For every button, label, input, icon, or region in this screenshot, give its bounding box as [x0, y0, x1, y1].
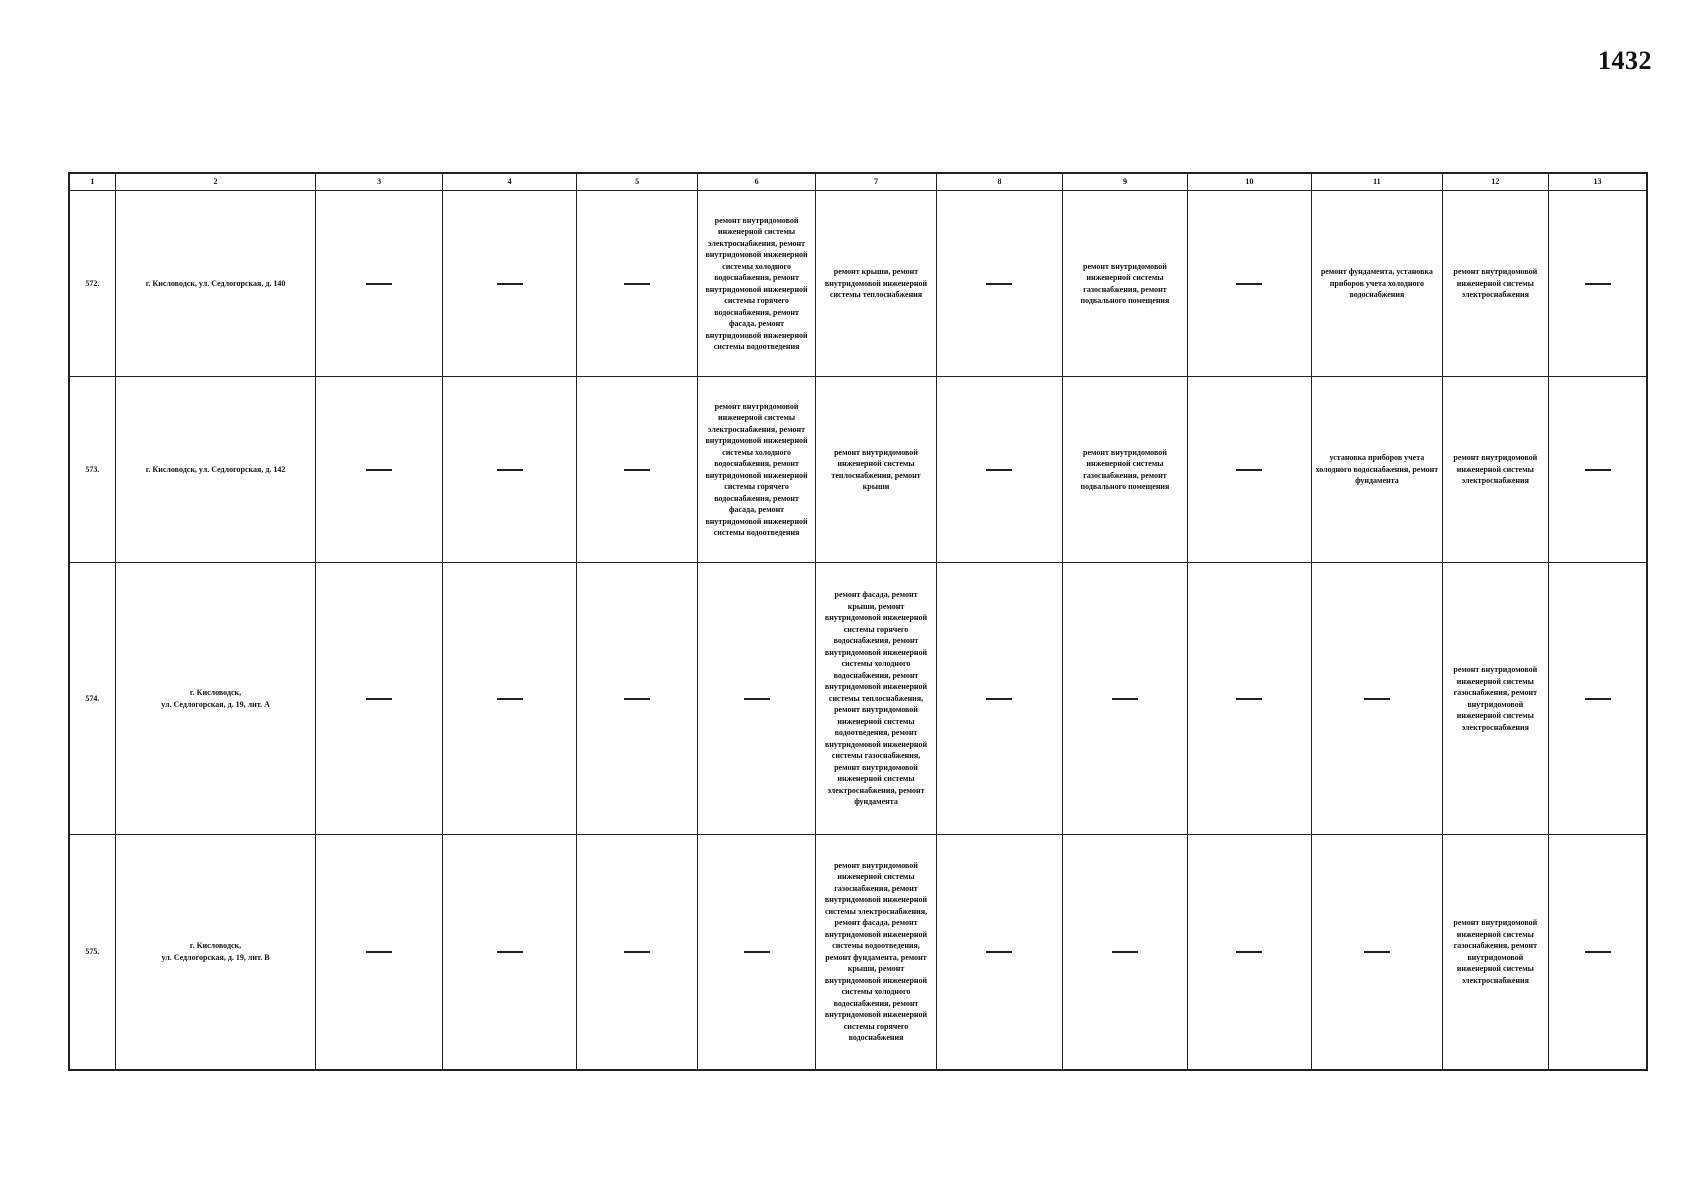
dash-mark: [366, 698, 392, 700]
dash-mark: [1585, 469, 1611, 471]
empty-cell: [1312, 563, 1442, 835]
empty-cell: [577, 191, 697, 377]
address-line: г. Кисловодск,: [189, 688, 242, 697]
column-header: 5: [577, 173, 697, 191]
dash-mark: [366, 951, 392, 953]
empty-cell: [316, 377, 442, 563]
table-row: [69, 563, 1647, 835]
repair-schedule-table: [68, 172, 1648, 1071]
works-cell: ремонт внутридомовой инженерной системы электроснабжения, ремонт внутридомовой инженерной системы холодного водоснабжения, ремонт внутридомовой инженерной системы горячего водоснабжения, ремонт фасада, ремонт внутридомовой инженерной системы водоотведения: [697, 191, 815, 377]
column-header: 11: [1312, 173, 1442, 191]
row-number: 572.: [69, 191, 115, 377]
dash-mark: [624, 469, 650, 471]
page-number: 1432: [1598, 46, 1652, 75]
address-cell: г. Кисловодск, ул. Седлогорская, д. 142: [115, 377, 316, 563]
dash-mark: [986, 283, 1012, 285]
row-number: 574.: [69, 563, 115, 835]
dash-mark: [497, 951, 523, 953]
empty-cell: [697, 835, 815, 1070]
empty-cell: [1549, 191, 1647, 377]
empty-cell: [936, 563, 1062, 835]
column-header: 10: [1187, 173, 1311, 191]
dash-mark: [1585, 698, 1611, 700]
works-cell: ремонт внутридомовой инженерной системы теплоснабжения, ремонт крыши: [816, 377, 936, 563]
column-header: 12: [1442, 173, 1548, 191]
dash-mark: [366, 283, 392, 285]
empty-cell: [442, 563, 577, 835]
empty-cell: [1187, 191, 1311, 377]
column-header: 9: [1063, 173, 1187, 191]
empty-cell: [442, 835, 577, 1070]
empty-cell: [936, 835, 1062, 1070]
table-row: [69, 835, 1647, 1070]
table-row: [69, 377, 1647, 563]
empty-cell: [1549, 377, 1647, 563]
dash-mark: [1236, 469, 1262, 471]
dash-mark: [624, 951, 650, 953]
column-header: 8: [936, 173, 1062, 191]
works-cell: ремонт фасада, ремонт крыши, ремонт внутридомовой инженерной системы горячего водоснабжения, ремонт внутридомовой инженерной системы холодного водоснабжения, ремонт внутридомовой инженерной системы теплоснабжения, ремонт внутридомовой инженерной системы водоотведения, ремонт внутридомовой инженерной системы газоснабжения, ремонт внутридомовой инженерной системы электроснабжения, ремонт фундамента: [816, 563, 936, 835]
column-header: 4: [442, 173, 577, 191]
empty-cell: [316, 835, 442, 1070]
column-header: 13: [1549, 173, 1647, 191]
column-header: 3: [316, 173, 442, 191]
works-cell: ремонт внутридомовой инженерной системы электроснабжения: [1442, 191, 1548, 377]
works-cell: ремонт внутридомовой инженерной системы газоснабжения, ремонт внутридомовой инженерной системы электроснабжения, ремонт фасада, ремонт внутридомовой инженерной системы водоотведения, ремонт фундамента, ремонт крыши, ремонт внутридомовой инженерной системы холодного водоснабжения, ремонт внутридомовой инженерной системы горячего водоснабжения: [816, 835, 936, 1070]
works-cell: ремонт внутридомовой инженерной системы газоснабжения, ремонт подвального помещения: [1063, 377, 1187, 563]
column-header: 7: [816, 173, 936, 191]
dash-mark: [1236, 698, 1262, 700]
address-cell: [115, 563, 316, 835]
works-cell: ремонт фундамента, установка приборов учета холодного водоснабжения: [1312, 191, 1442, 377]
dash-mark: [986, 698, 1012, 700]
empty-cell: [1063, 835, 1187, 1070]
dash-mark: [1112, 698, 1138, 700]
column-header: 2: [115, 173, 316, 191]
empty-cell: [697, 563, 815, 835]
dash-mark: [986, 469, 1012, 471]
dash-mark: [1585, 951, 1611, 953]
table-row: [69, 191, 1647, 377]
empty-cell: [316, 563, 442, 835]
empty-cell: [936, 377, 1062, 563]
column-header: 1: [69, 173, 115, 191]
empty-cell: [316, 191, 442, 377]
empty-cell: [577, 563, 697, 835]
empty-cell: [577, 835, 697, 1070]
works-cell: ремонт крыши, ремонт внутридомовой инженерной системы теплоснабжения: [816, 191, 936, 377]
dash-mark: [1236, 951, 1262, 953]
dash-mark: [1236, 283, 1262, 285]
dash-mark: [1364, 951, 1390, 953]
empty-cell: [936, 191, 1062, 377]
address-cell: [115, 835, 316, 1070]
works-cell: ремонт внутридомовой инженерной системы электроснабжения: [1442, 377, 1548, 563]
dash-mark: [624, 283, 650, 285]
empty-cell: [442, 191, 577, 377]
dash-mark: [497, 698, 523, 700]
address-line: ул. Седлогорская, д. 19, лит. А: [161, 699, 270, 709]
works-cell: ремонт внутридомовой инженерной системы газоснабжения, ремонт внутридомовой инженерной системы электроснабжения: [1442, 835, 1548, 1070]
dash-mark: [624, 698, 650, 700]
empty-cell: [1187, 377, 1311, 563]
row-number: 575.: [69, 835, 115, 1070]
works-cell: ремонт внутридомовой инженерной системы газоснабжения, ремонт внутридомовой инженерной системы электроснабжения: [1442, 563, 1548, 835]
works-cell: установка приборов учета холодного водоснабжения, ремонт фундамента: [1312, 377, 1442, 563]
empty-cell: [442, 377, 577, 563]
empty-cell: [1549, 563, 1647, 835]
row-number: 573.: [69, 377, 115, 563]
empty-cell: [1312, 835, 1442, 1070]
dash-mark: [986, 951, 1012, 953]
works-cell: ремонт внутридомовой инженерной системы газоснабжения, ремонт подвального помещения: [1063, 191, 1187, 377]
dash-mark: [497, 283, 523, 285]
empty-cell: [1187, 563, 1311, 835]
dash-mark: [744, 951, 770, 953]
column-header: 6: [697, 173, 815, 191]
dash-mark: [744, 698, 770, 700]
empty-cell: [1063, 563, 1187, 835]
empty-cell: [577, 377, 697, 563]
dash-mark: [366, 469, 392, 471]
dash-mark: [1112, 951, 1138, 953]
works-cell: ремонт внутридомовой инженерной системы электроснабжения, ремонт внутридомовой инженерной системы холодного водоснабжения, ремонт внутридомовой инженерной системы горячего водоснабжения, ремонт фасада, ремонт внутридомовой инженерной системы водоотведения: [697, 377, 815, 563]
empty-cell: [1549, 835, 1647, 1070]
dash-mark: [1364, 698, 1390, 700]
dash-mark: [1585, 283, 1611, 285]
column-number-row: [69, 173, 1647, 191]
dash-mark: [497, 469, 523, 471]
empty-cell: [1187, 835, 1311, 1070]
address-line: ул. Седлогорская, д. 19, лит. В: [161, 952, 270, 962]
address-line: г. Кисловодск,: [189, 941, 242, 951]
address-cell: г. Кисловодск, ул. Седлогорская, д. 140: [115, 191, 316, 377]
